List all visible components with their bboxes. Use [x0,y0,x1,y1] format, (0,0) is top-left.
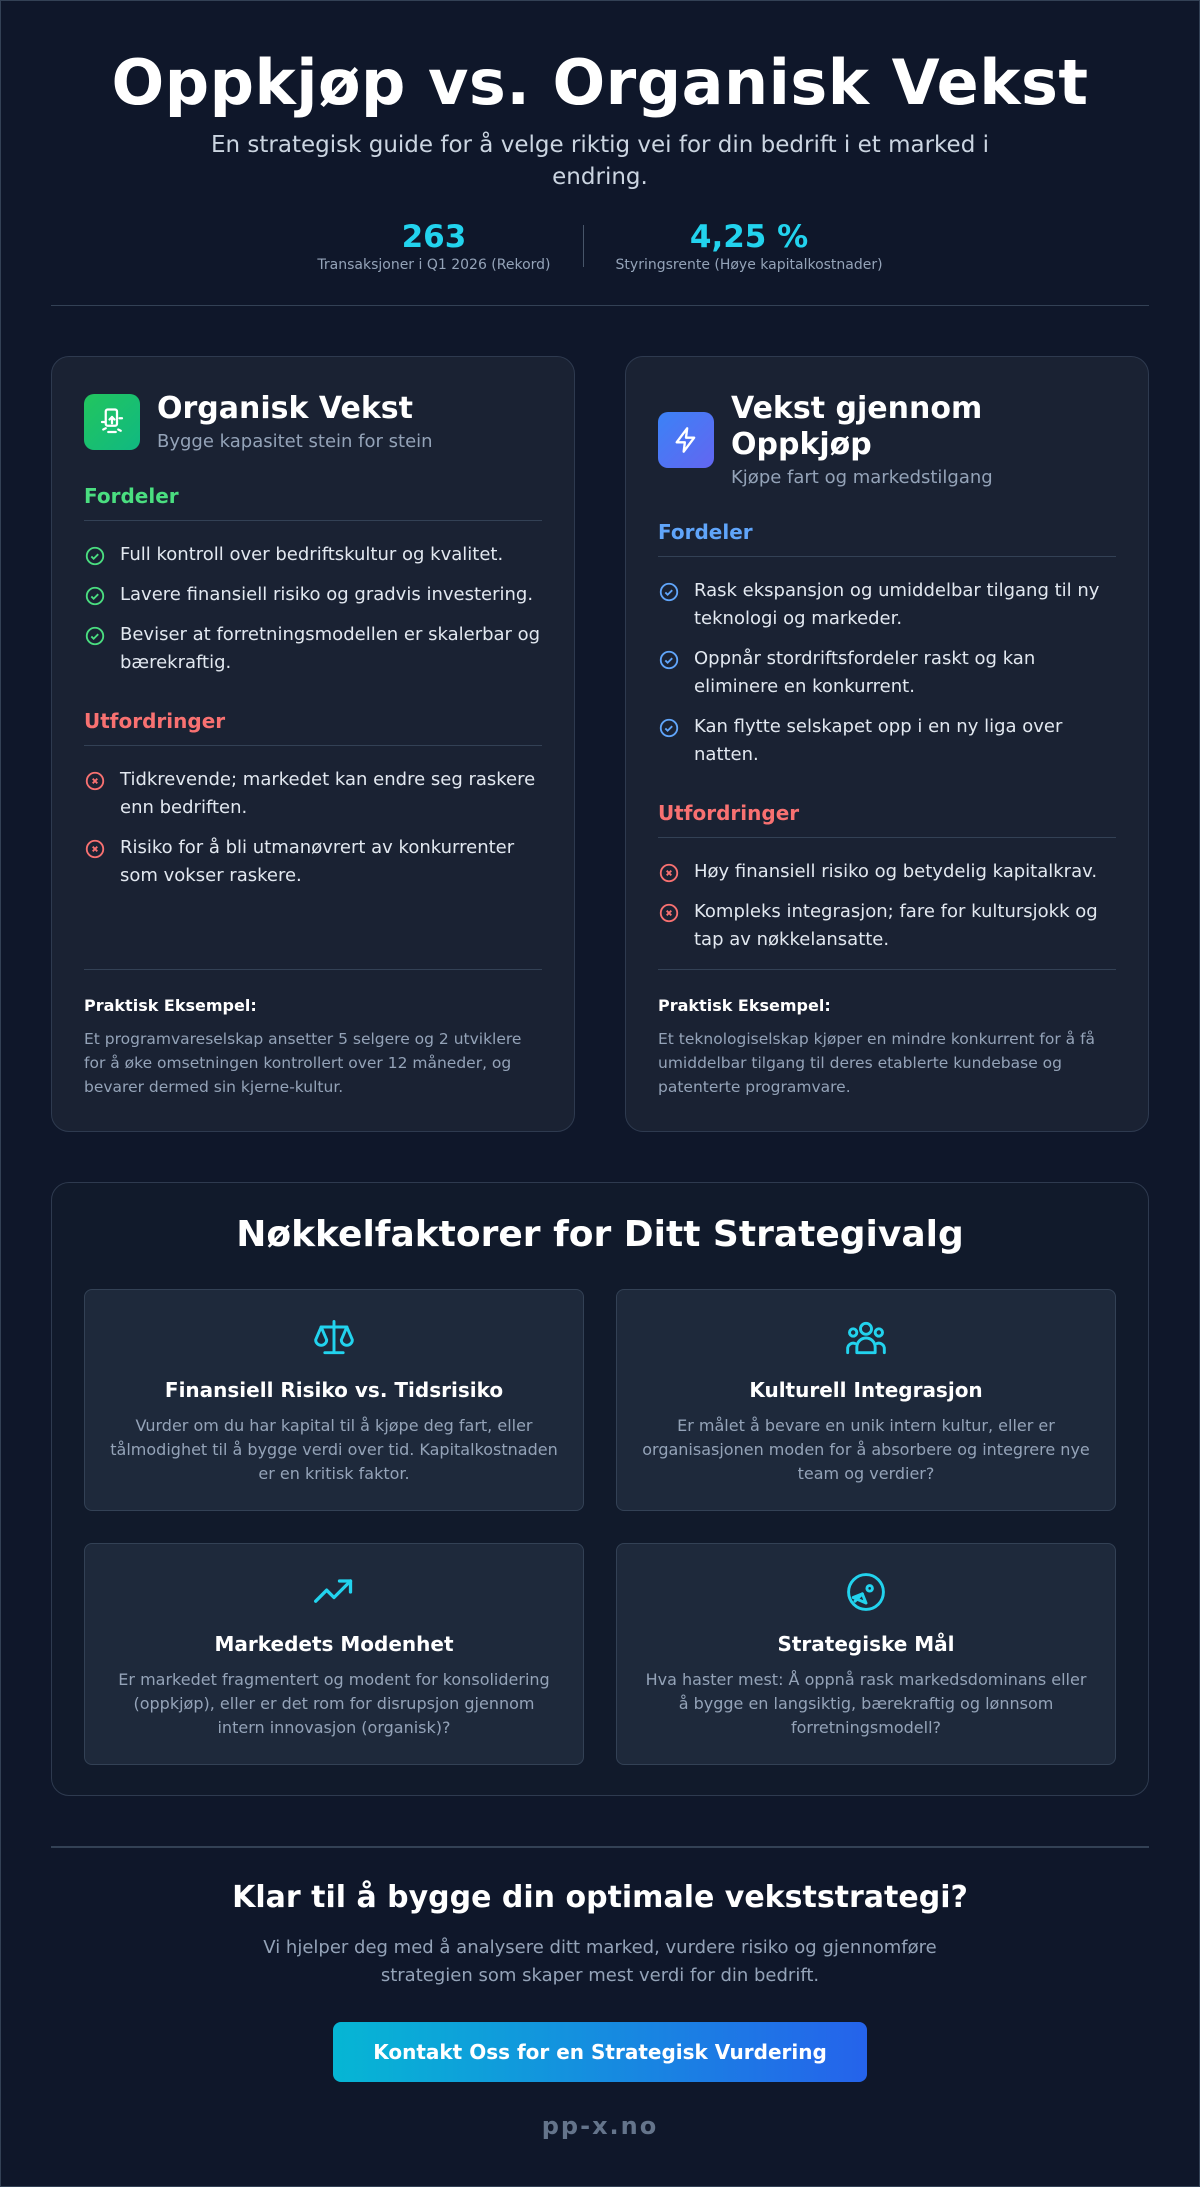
list-item-text: Kompleks integrasjon; fare for kultursjokk og tap av nøkkelansatte. [694,901,1098,950]
stat-label: Styringsrente (Høye kapitalkostnader) [615,257,883,273]
pros-heading: Fordeler [84,484,542,521]
card-header [84,391,542,452]
pros-list [658,565,1116,769]
check-circle-icon [84,625,106,647]
factor-title: Kulturell Integrasjon [749,1378,983,1402]
factor-market-maturity [84,1543,584,1765]
list-item [658,713,1116,769]
example-text: Et teknologiselskap kjøper en mindre konkurrent for å få umiddelbar tilgang til deres etablerte kundebase og patenterte programvare. [658,1030,1096,1096]
factor-title: Markedets Modenhet [214,1632,454,1656]
list-item-text: Oppnår stordriftsfordeler raskt og kan eliminere en konkurrent. [694,648,1036,697]
card-subtitle: Bygge kapasitet stein for stein [157,431,433,452]
factor-text: Hva haster mest: Å oppnå rask markedsdominans eller å bygge en langsiktig, bærekraftig og lønnsom forretningsmodell? [645,1670,1087,1737]
stats-row [51,219,1149,273]
pros-list [84,529,542,677]
example-text: Et programvareselskap ansetter 5 selgere og 2 utviklere for å øke omsetningen kontrollert over 12 måneder, og bevarer dermed sin kjerne-kultur. [84,1030,522,1096]
list-item [658,898,1116,954]
check-circle-icon [658,717,680,739]
example-title: Praktisk Eksempel: [658,996,831,1015]
compass-icon [844,1570,888,1614]
list-item-text: Kan flytte selskapet opp i en ny liga over natten. [694,716,1063,765]
x-circle-icon [84,770,106,792]
list-item [84,766,542,822]
header-divider [51,305,1149,306]
page-subtitle: En strategisk guide for å velge riktig vei for din bedrift i et marked i endring. [211,132,989,190]
card-header [658,391,1116,488]
card-title: Vekst gjennom Oppkjøp [731,391,983,462]
list-item [658,645,1116,701]
factor-text: Er markedet fragmentert og modent for konsolidering (oppkjøp), eller er det rom for disrupsjon gjennom intern innovasjon (organisk)? [118,1670,550,1737]
factor-title: Strategiske Mål [777,1632,955,1656]
page-title: Oppkjøp vs. Organisk Vekst [111,46,1089,119]
stat-interest-rate [584,219,915,273]
list-item [658,577,1116,633]
list-item [84,621,542,677]
list-item-text: Lavere finansiell risiko og gradvis investering. [120,584,534,605]
stat-value: 263 [401,219,467,255]
check-circle-icon [84,545,106,567]
card-subtitle: Kjøpe fart og markedstilgang [731,467,993,488]
card-title: Organisk Vekst [157,391,413,426]
factor-text: Er målet å bevare en unik intern kultur, eller er organisasjonen moden for å absorbere og integrere nye team og verdier? [642,1416,1090,1483]
comparison-cards [51,356,1149,1132]
list-item-text: Tidkrevende; markedet kan endre seg raskere enn bedriften. [120,769,536,818]
list-item-text: Rask ekspansjon og umiddelbar tilgang til ny teknologi og markeder. [694,580,1100,629]
pros-heading: Fordeler [658,520,1116,557]
check-circle-icon [658,581,680,603]
check-circle-icon [658,649,680,671]
factor-strategic-goals [616,1543,1116,1765]
key-factors-section [51,1182,1149,1796]
x-circle-icon [658,862,680,884]
footer-brand: pp-x.no [541,2112,659,2140]
x-circle-icon [658,902,680,924]
list-item [84,834,542,890]
people-icon [844,1316,888,1360]
check-circle-icon [84,585,106,607]
stat-value: 4,25 % [689,219,809,255]
cta-text: Vi hjelper deg med å analysere ditt marked, vurdere risiko og gjennomføre strategien som skaper mest verdi for din bedrift. [263,1937,937,1986]
list-item [84,581,542,609]
cta-section [51,1878,1149,2082]
header [51,1,1149,273]
list-item [658,858,1116,886]
list-item-text: Full kontroll over bedriftskultur og kvalitet. [120,544,504,565]
card-acquisition-growth [625,356,1149,1132]
factor-text: Vurder om du har kapital til å kjøpe deg fart, eller tålmodighet til å bygge verdi over tid. Kapitalkostnaden er en kritisk faktor. [110,1416,558,1483]
stat-transactions [285,219,582,273]
cta-title: Klar til å bygge din optimale vekststrategi? [232,1880,968,1915]
list-item-text: Beviser at forretningsmodellen er skalerbar og bærekraftig. [120,624,541,673]
factors-title: Nøkkelfaktorer for Ditt Strategivalg [236,1214,964,1255]
lightning-icon [658,412,714,468]
factor-title: Finansiell Risiko vs. Tidsrisiko [164,1378,504,1402]
factor-cultural-integration [616,1289,1116,1511]
list-item [84,541,542,569]
factors-grid [84,1289,1116,1765]
example-title: Praktisk Eksempel: [84,996,257,1015]
list-item-text: Høy finansiell risiko og betydelig kapitalkrav. [694,861,1098,882]
stat-label: Transaksjoner i Q1 2026 (Rekord) [317,257,551,273]
trend-up-icon [312,1570,356,1614]
cons-list [84,754,542,890]
organic-growth-icon [84,394,140,450]
scale-icon [312,1316,356,1360]
cons-list [658,846,1116,954]
cons-heading: Utfordringer [84,709,542,746]
contact-button[interactable]: Kontakt Oss for en Strategisk Vurdering [333,2022,867,2082]
x-circle-icon [84,838,106,860]
factor-financial-risk [84,1289,584,1511]
cta-divider [51,1846,1149,1848]
cons-heading: Utfordringer [658,801,1116,838]
list-item-text: Risiko for å bli utmanøvrert av konkurrenter som vokser raskere. [120,837,515,886]
example-divider [658,969,1116,970]
example-divider [84,969,542,970]
card-organic-growth [51,356,575,1132]
